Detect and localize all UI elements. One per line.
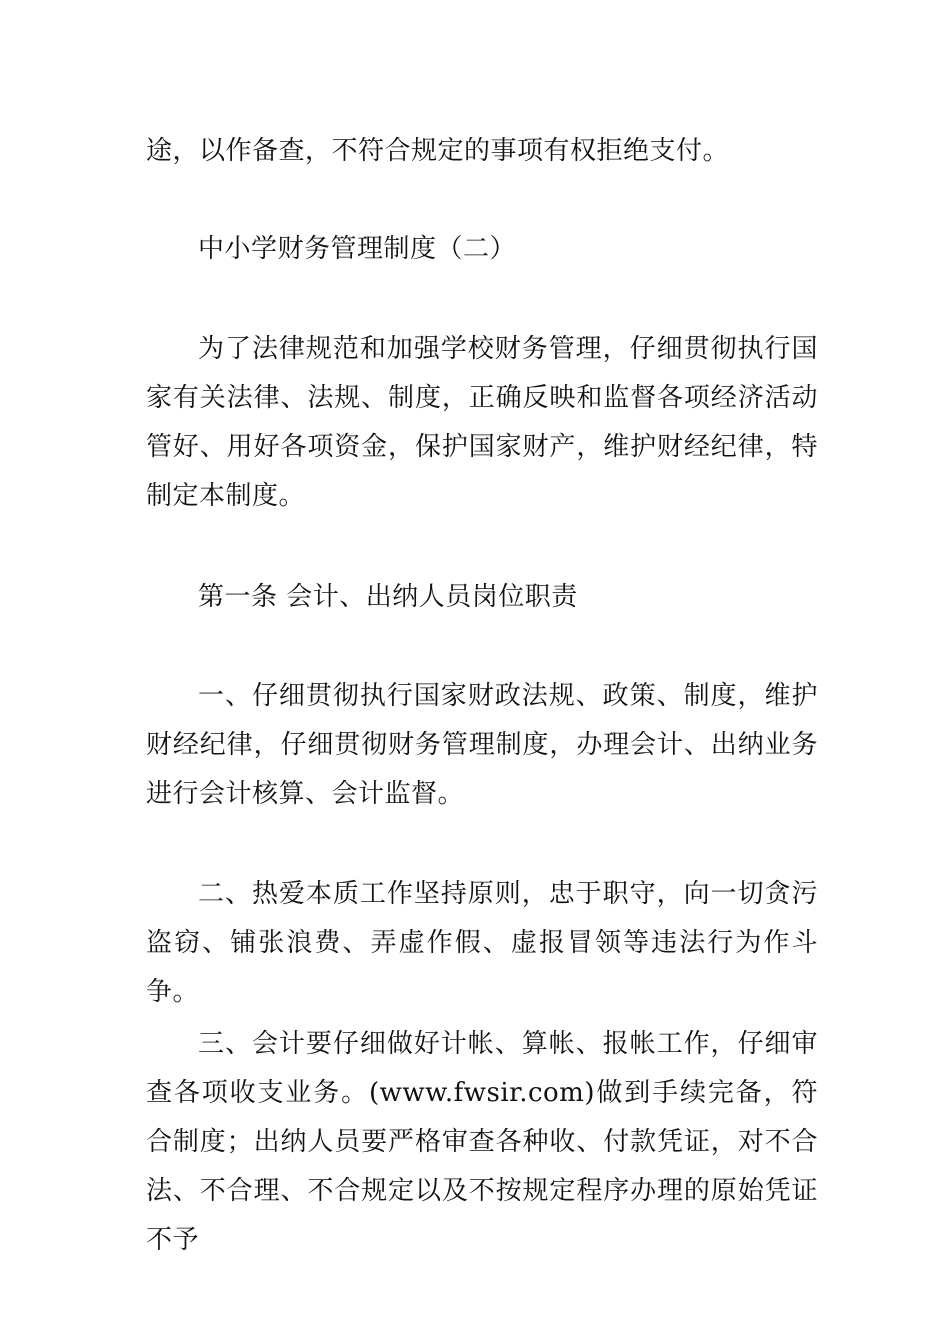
duty-item-1: 一、仔细贯彻执行国家财政法规、政策、制度，维护财经纪律，仔细贯彻财务管理制度，办理会计、出纳业务进行会计核算、会计监督。 <box>146 681 818 809</box>
duty-item-2: 二、热爱本质工作坚持原则，忠于职守，向一切贪污盗窃、铺张浪费、弄虚作假、虚报冒领等违法行为作斗争。 <box>146 879 818 1007</box>
duty-item-3: 三、会计要仔细做好计帐、算帐、报帐工作，仔细审查各项收支业务。(www.fwsir.com)做到手续完备，符合制度；出纳人员要严格审查各种收、付款凭证，对不合法、不合理、不合规定以及不按规定程序办理的原始凭证不予 <box>146 1029 818 1255</box>
continued-paragraph: 途，以作备查，不符合规定的事项有权拒绝支付。 <box>146 136 730 166</box>
article-heading: 第一条 会计、出纳人员岗位职责 <box>198 582 578 612</box>
section-title: 中小学财务管理制度（二） <box>198 234 517 264</box>
intro-paragraph: 为了法律规范和加强学校财务管理，仔细贯彻执行国家有关法律、法规、制度，正确反映和监督各项经济活动管好、用好各项资金，保护国家财产，维护财经纪律，特制定本制度。 <box>146 334 818 511</box>
